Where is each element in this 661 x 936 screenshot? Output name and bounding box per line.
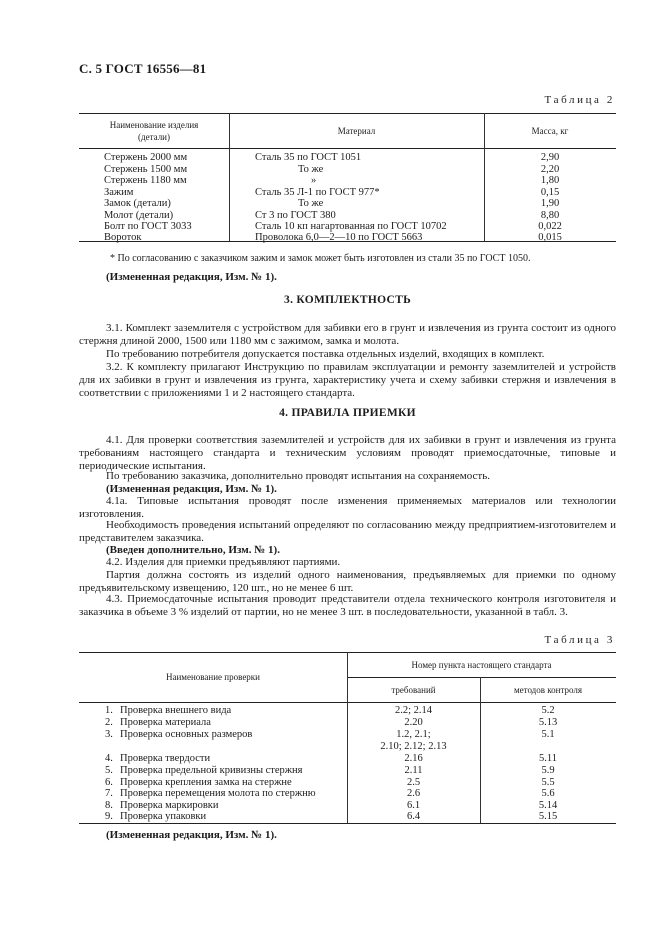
table3-check-name: Проверка маркировки bbox=[120, 799, 219, 811]
table3-methods: 5.9 bbox=[541, 765, 555, 776]
table3-row-number: 1. bbox=[105, 705, 113, 716]
table3-subheader-rule bbox=[347, 677, 616, 678]
table3-row-number: 2. bbox=[105, 717, 113, 728]
table3-methods: 5.15 bbox=[538, 811, 558, 822]
section-3-heading: 3. КОМПЛЕКТНОСТЬ bbox=[284, 294, 411, 306]
table2-material: Проволока 6,0—2—10 по ГОСТ 5663 bbox=[255, 232, 423, 243]
table3-requirements: 2.11 bbox=[404, 765, 423, 776]
table2-material: Сталь 10 кп нагартованная по ГОСТ 10702 bbox=[255, 221, 447, 232]
amendment-note: (Измененная редакция, Изм. № 1). bbox=[106, 829, 277, 841]
table3-check-name: Проверка крепления замка на стержне bbox=[120, 776, 292, 788]
table2-item: Стержень 2000 мм bbox=[104, 152, 188, 163]
table3-requirements: 2.6 bbox=[406, 788, 421, 799]
table3-bottom-rule bbox=[79, 823, 616, 824]
table2-item: Молот (детали) bbox=[104, 209, 174, 221]
table2-material: То же bbox=[298, 163, 324, 175]
table3-requirements: 6.4 bbox=[406, 811, 421, 822]
table2-mass: 1,80 bbox=[540, 175, 560, 186]
table3-requirements: 2.5 bbox=[406, 776, 421, 788]
table2-item: Замок (детали) bbox=[104, 198, 171, 209]
paragraph: 3.1. Комплект заземлителя с устройством для забивки его в грунт и извлечения из грунта состоит из одного стержня длиной 2000, 1500 или 1180 мм с зажимом, замка и молота. bbox=[79, 322, 616, 347]
table3-row-number: 4. bbox=[105, 753, 113, 764]
amendment-note: (Измененная редакция, Изм. № 1). bbox=[106, 271, 277, 283]
table3-methods: 5.5 bbox=[541, 776, 555, 788]
paragraph: Необходимость проведения испытаний определяют по согласованию между предприятием-изготовителем и представителем заказчика. bbox=[79, 519, 616, 544]
paragraph: 4.3. Приемосдаточные испытания проводит представители отдела технического контроля изготовителя и заказчика в объеме 3 % изделий от партии, но не менее 3 шт. в последовательности, указанной в табл. 3. bbox=[79, 593, 616, 618]
table3-check-name: Проверка основных размеров bbox=[120, 729, 253, 740]
table2-footnote: * По согласованию с заказчиком зажим и замок может быть изготовлен из стали 35 по ГОСТ 1050. bbox=[110, 253, 531, 264]
table3-check-name: Проверка перемещения молота по стержню bbox=[120, 788, 316, 799]
table2-item: Зажим bbox=[104, 186, 134, 198]
section-4-heading: 4. ПРАВИЛА ПРИЕМКИ bbox=[279, 407, 416, 419]
table2-material: Сталь 35 по ГОСТ 1051 bbox=[255, 152, 362, 163]
page-header: С. 5 ГОСТ 16556—81 bbox=[79, 61, 207, 76]
table3-row-number: 5. bbox=[105, 765, 113, 776]
table2-material: То же bbox=[298, 198, 324, 209]
table2-header-mass: Масса, кг bbox=[531, 126, 569, 136]
paragraph: 4.1а. Типовые испытания проводят после изменения применяемых материалов или технологии изготовления. bbox=[79, 495, 616, 520]
table3-row-number: 6. bbox=[105, 776, 113, 788]
amendment-note: (Введен дополнительно, Изм. № 1). bbox=[106, 544, 280, 556]
table2-material: » bbox=[311, 175, 317, 186]
table3-methods: 5.1 bbox=[541, 729, 555, 740]
table3-row-number: 3. bbox=[105, 729, 113, 740]
table2-header-material: Материал bbox=[337, 126, 376, 136]
table3-header-group: Номер пункта настоящего стандарта bbox=[411, 660, 552, 670]
table3-check-name: Проверка материала bbox=[120, 717, 211, 728]
table3-methods: 5.11 bbox=[539, 753, 557, 764]
table2-item: Болт по ГОСТ 3033 bbox=[104, 221, 192, 232]
table2-top-rule bbox=[79, 113, 616, 114]
table2-item: Вороток bbox=[104, 232, 142, 243]
table2-caption: Таблица 2 bbox=[544, 94, 615, 106]
table2-header-rule bbox=[79, 148, 616, 149]
table3-header-check: Наименование проверки bbox=[165, 672, 261, 682]
paragraph: По требованию заказчика, дополнительно проводят испытания на сохраняемость. bbox=[106, 470, 490, 482]
table2-material: Ст 3 по ГОСТ 380 bbox=[255, 209, 336, 221]
table3-methods: 5.6 bbox=[541, 788, 555, 799]
table3-requirements: 2.2; 2.14 bbox=[394, 705, 433, 716]
table3-header-requirements: требований bbox=[391, 685, 436, 695]
table2-mass: 0,15 bbox=[540, 186, 560, 198]
table2-mass: 0,022 bbox=[538, 221, 562, 232]
table3-methods: 5.14 bbox=[538, 799, 558, 811]
table3-requirements: 2.20 bbox=[404, 717, 423, 728]
table3-check-name: Проверка упаковки bbox=[120, 811, 207, 822]
table2-material: Сталь 35 Л-1 по ГОСТ 977* bbox=[255, 186, 380, 198]
table3-row-number: 7. bbox=[105, 788, 113, 799]
paragraph: 4.1. Для проверки соответствия заземлителей и устройств для их забивки в грунт и извлечения из грунта требованиям настоящего стандарта и техническим условиям проводят приемосдаточные, типовые и периодические испытания. bbox=[79, 434, 616, 472]
table3-methods: 5.2 bbox=[541, 705, 555, 716]
table2-item: Стержень 1180 мм bbox=[104, 175, 187, 186]
table3-caption: Таблица 3 bbox=[544, 634, 615, 646]
table2-mass: 2,20 bbox=[540, 163, 560, 175]
table3-check-name: Проверка твердости bbox=[120, 753, 211, 764]
table3-row-number: 8. bbox=[105, 799, 113, 811]
table2-item: Стержень 1500 мм bbox=[104, 163, 188, 175]
table3-requirements: 6.1 bbox=[406, 799, 421, 811]
table3-requirements: 1.2, 2.1; bbox=[396, 729, 431, 740]
paragraph: По требованию потребителя допускается поставка отдельных изделий, входящих в комплект. bbox=[106, 348, 545, 360]
table3-requirements: 2.16 bbox=[404, 753, 423, 764]
table3-row-number: 9. bbox=[105, 811, 113, 822]
paragraph: Партия должна состоять из изделий одного наименования, предъявляемых для приемки по одному предъявительскому извещению, 120 шт., но не менее 6 шт. bbox=[79, 569, 616, 594]
paragraph: 3.2. К комплекту прилагают Инструкцию по правилам эксплуатации и ремонту заземлителей и устройств для их забивки в грунт и извлечения из грунта, характеристику учета и схему забивки стержня и извлечения в соответствии с приложениями 1 и 2 настоящего стандарта. bbox=[79, 361, 616, 399]
table2-header-item: Наименование изделия (детали) bbox=[109, 120, 199, 142]
paragraph: 4.2. Изделия для приемки предъявляют партиями. bbox=[106, 556, 341, 568]
table3-header-methods: методов контроля bbox=[513, 685, 583, 695]
table3-check-name: Проверка предельной кривизны стержня bbox=[120, 765, 303, 776]
table3-requirements: 2.10; 2.12; 2.13 bbox=[380, 741, 447, 752]
table2-mass: 8,80 bbox=[540, 209, 560, 221]
table3-check-name: Проверка внешнего вида bbox=[120, 705, 232, 716]
table2-mass: 1,90 bbox=[540, 198, 560, 209]
table2-mass: 0,015 bbox=[538, 232, 562, 243]
table3-methods: 5.13 bbox=[538, 717, 558, 728]
table2-mass: 2,90 bbox=[540, 152, 560, 163]
amendment-note: (Измененная редакция, Изм. № 1). bbox=[106, 483, 277, 495]
